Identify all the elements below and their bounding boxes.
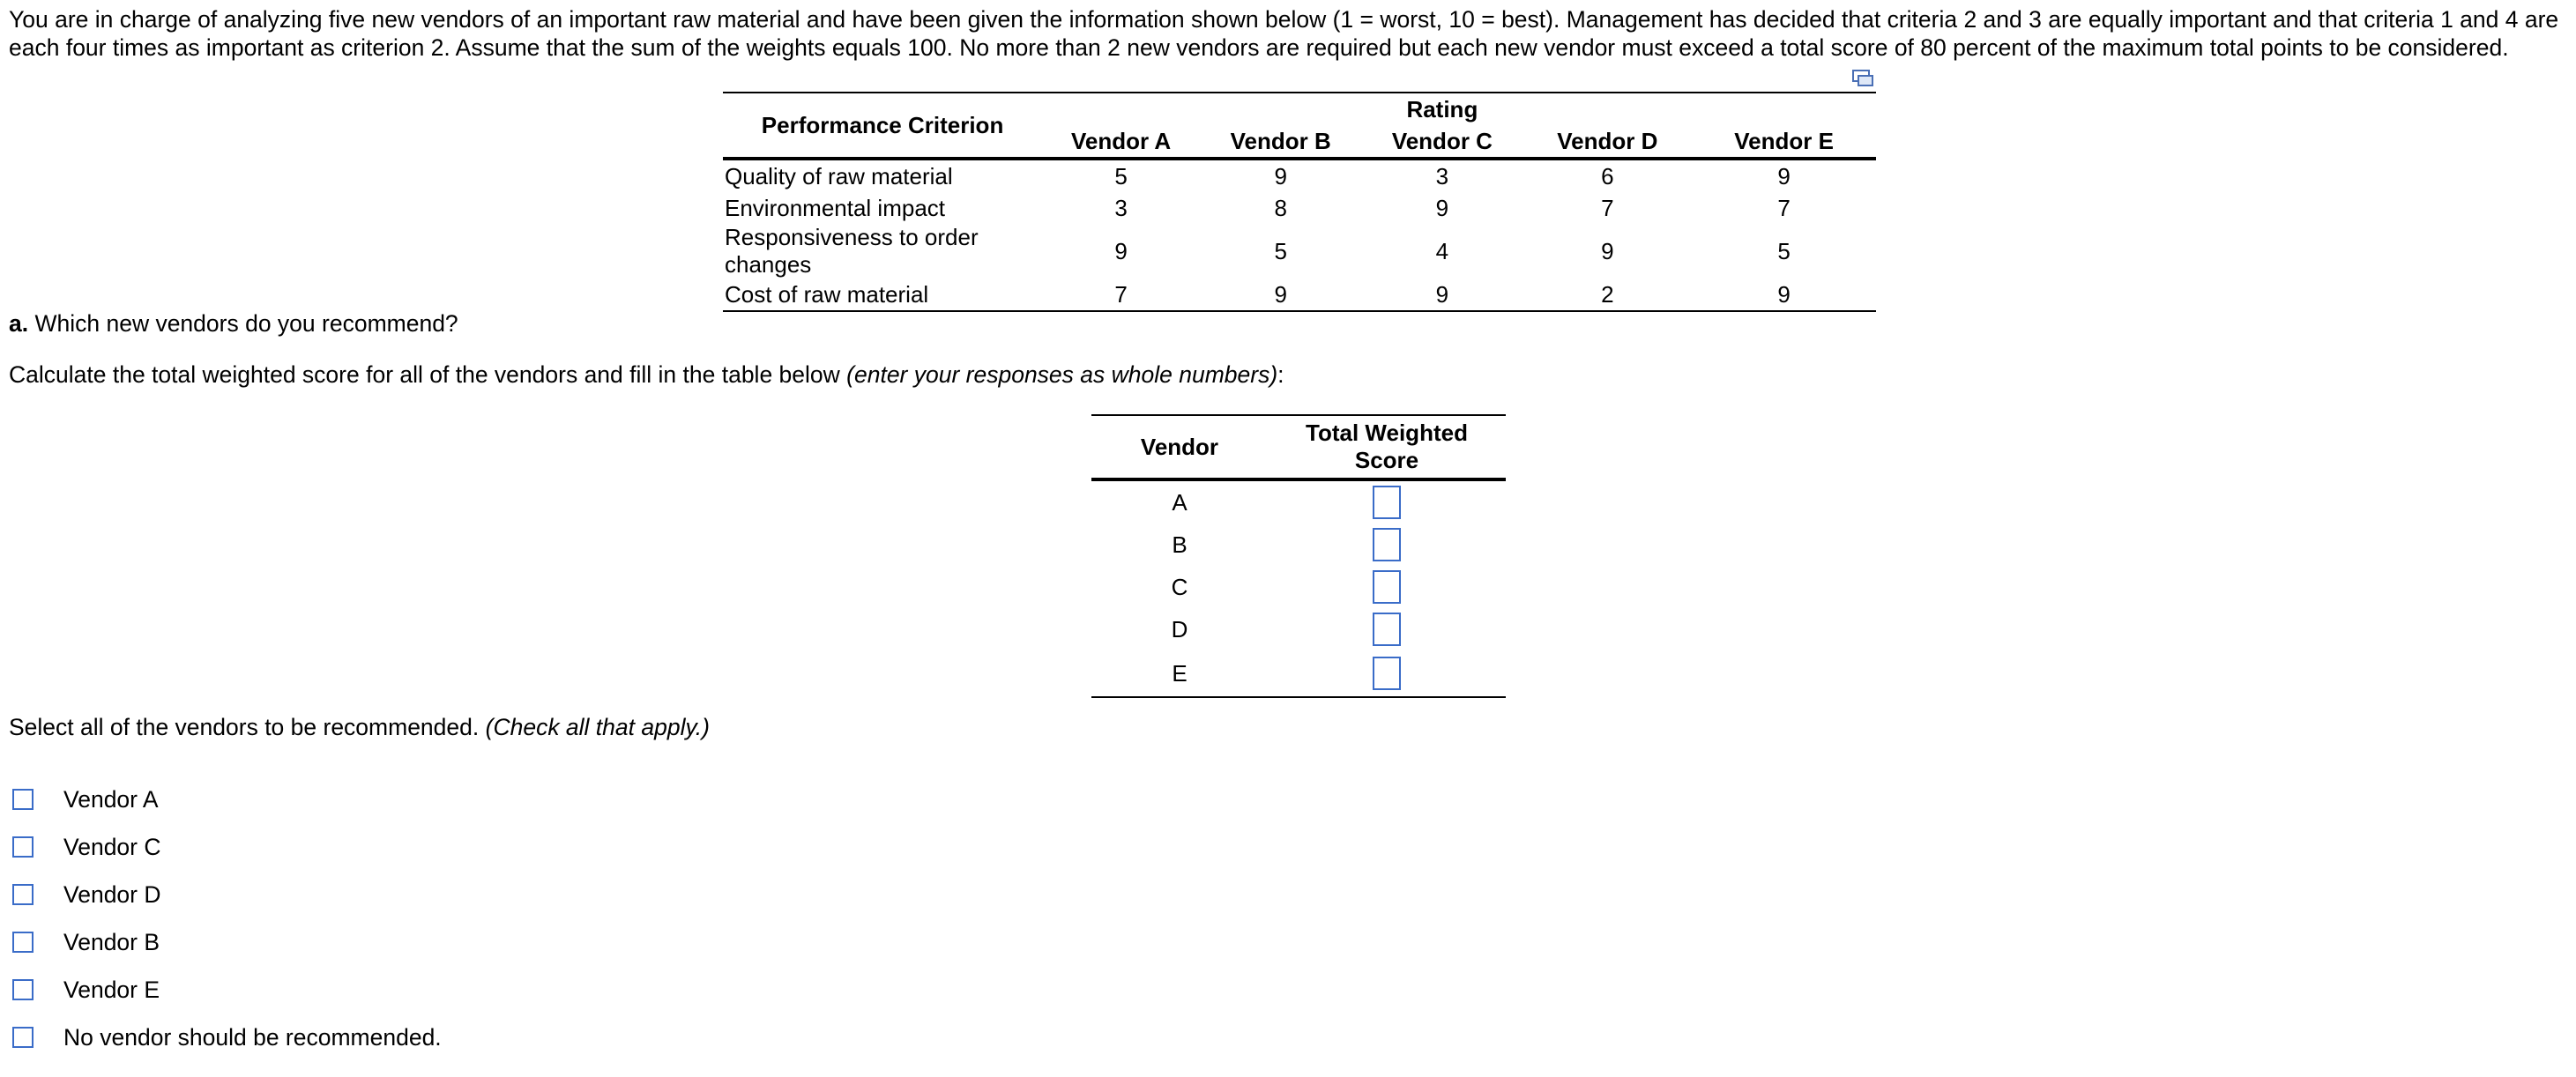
vendor-b-header: Vendor B	[1200, 125, 1361, 159]
table-row	[723, 192, 1876, 224]
rating-cell: 9	[1435, 194, 1449, 221]
option-label: Vendor A	[63, 785, 159, 813]
rating-cell: 7	[1042, 279, 1200, 311]
table-row	[723, 224, 1876, 279]
option-label: Vendor C	[63, 833, 161, 860]
table-row	[723, 159, 1876, 192]
question-a-label: a.	[9, 310, 29, 337]
score-input-b[interactable]	[1373, 528, 1401, 561]
score-input-a[interactable]	[1373, 486, 1401, 519]
weighted-score-table	[1091, 414, 1506, 698]
checkbox[interactable]	[12, 1027, 34, 1048]
checkbox[interactable]	[12, 932, 34, 953]
rating-cell: 8	[1274, 194, 1287, 221]
criterion-label: Responsiveness to order changes	[725, 224, 979, 278]
vendor-d-header: Vendor D	[1523, 125, 1692, 159]
criterion-header: Performance Criterion	[723, 93, 1042, 159]
table-row	[1091, 566, 1506, 608]
rating-cell: 6	[1601, 162, 1614, 189]
rating-cell: 5	[1274, 237, 1287, 264]
select-instruction-text: Select all of the vendors to be recommended.	[9, 714, 486, 740]
calc-instruction	[9, 361, 1284, 389]
rating-cell: 7	[1777, 194, 1791, 221]
score-header-line2: Score	[1354, 447, 1419, 473]
option-no-vendor[interactable]	[12, 1014, 442, 1061]
rating-cell: 4	[1435, 237, 1449, 264]
vendor-letter: D	[1171, 615, 1188, 642]
rating-cell: 9	[1777, 162, 1791, 189]
vendor-letter: B	[1172, 531, 1187, 558]
vendor-letter: A	[1172, 488, 1187, 516]
calc-instruction-suffix: :	[1277, 361, 1284, 388]
option-vendor-b[interactable]	[12, 918, 442, 966]
criterion-label: Quality of raw material	[725, 162, 953, 189]
checkbox[interactable]	[12, 979, 34, 1000]
rating-cell: 9	[1114, 237, 1128, 264]
option-label: Vendor B	[63, 928, 160, 955]
option-label: Vendor E	[63, 976, 160, 1003]
question-a-text: Which new vendors do you recommend?	[34, 310, 458, 337]
option-vendor-c[interactable]	[12, 823, 442, 871]
score-input-d[interactable]	[1373, 613, 1401, 646]
select-instruction	[9, 714, 710, 741]
rating-header: Rating	[1406, 95, 1478, 123]
checkbox[interactable]	[12, 884, 34, 905]
problem-statement: You are in charge of analyzing five new vendors of an important raw material and have been given the information shown below (1 = worst, 10 = best). Management has decided that criteria 2 and 3 are equally important and that criteria 1 and 4 are each four times as important as criterion 2. Assume that the sum of the weights equals 100. No more than 2 new vendors are required but each new vendor must exceed a total score of 80 percent of the maximum total points to be considered.	[9, 6, 2559, 61]
rating-cell: 9	[1361, 279, 1523, 311]
vendor-checkbox-list	[12, 776, 442, 1061]
vendor-a-header: Vendor A	[1042, 125, 1200, 159]
vendor-ratings-table	[723, 92, 1876, 312]
table-row	[1091, 608, 1506, 650]
table-row	[1091, 524, 1506, 566]
rating-cell: 5	[1777, 237, 1791, 264]
option-vendor-a[interactable]	[12, 776, 442, 823]
rating-cell: 9	[1274, 162, 1287, 189]
select-instruction-italic: (Check all that apply.)	[485, 714, 710, 740]
vendor-col-header: Vendor	[1091, 415, 1268, 479]
rating-cell: 3	[1435, 162, 1449, 189]
table-row	[1091, 650, 1506, 697]
rating-cell: 5	[1114, 162, 1128, 189]
score-input-c[interactable]	[1373, 570, 1401, 604]
rating-cell: 2	[1523, 279, 1692, 311]
vendor-e-header: Vendor E	[1692, 125, 1876, 159]
score-col-header	[1268, 415, 1506, 479]
criterion-label: Cost of raw material	[723, 279, 1042, 311]
calc-instruction-text: Calculate the total weighted score for all of the vendors and fill in the table below	[9, 361, 847, 388]
rating-cell: 7	[1601, 194, 1614, 221]
score-input-e[interactable]	[1373, 657, 1401, 690]
option-label: No vendor should be recommended.	[63, 1023, 442, 1051]
rating-cell: 9	[1692, 279, 1876, 311]
vendor-letter: E	[1091, 650, 1268, 697]
checkbox[interactable]	[12, 836, 34, 858]
calc-instruction-italic: (enter your responses as whole numbers)	[846, 361, 1278, 388]
table-row	[1091, 479, 1506, 524]
checkbox[interactable]	[12, 789, 34, 810]
rating-cell: 9	[1601, 237, 1614, 264]
score-header-line1: Total Weighted	[1306, 420, 1468, 446]
table-row	[723, 279, 1876, 311]
vendor-c-header: Vendor C	[1361, 125, 1523, 159]
rating-cell: 9	[1200, 279, 1361, 311]
option-vendor-e[interactable]	[12, 966, 442, 1014]
question-a	[9, 310, 458, 338]
option-label: Vendor D	[63, 880, 161, 908]
option-vendor-d[interactable]	[12, 871, 442, 918]
rating-cell: 3	[1114, 194, 1128, 221]
copy-data-icon[interactable]	[1851, 69, 1874, 88]
vendor-letter: C	[1171, 573, 1188, 600]
criterion-label: Environmental impact	[725, 194, 945, 221]
